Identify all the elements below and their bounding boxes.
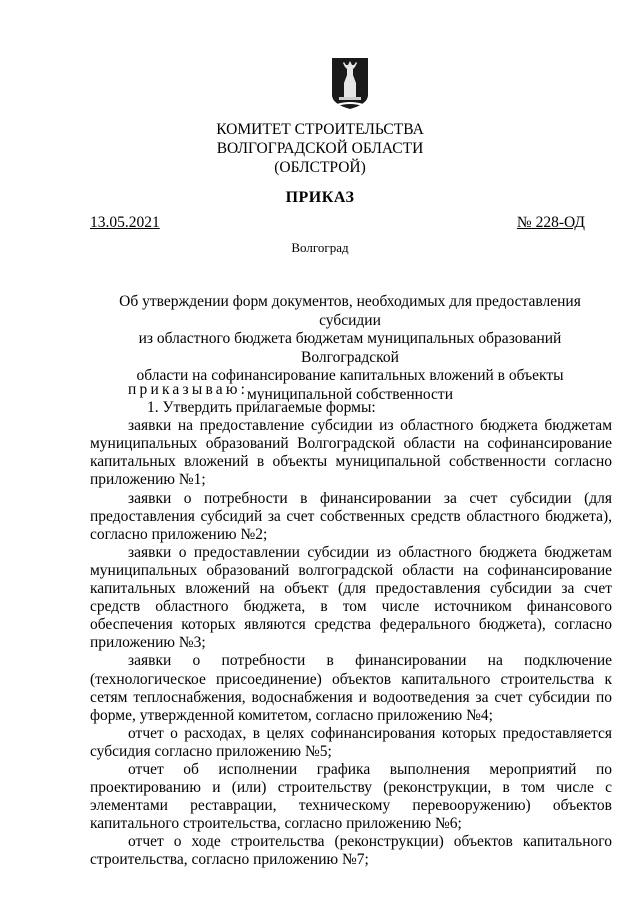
order-date: 13.05.2021: [90, 214, 160, 231]
subject-line-1: Об утверждении форм документов, необходимых для предоставления субсидии: [119, 293, 581, 329]
subject-line-3: области на софинансирование капитальных вложений в объекты: [136, 367, 564, 384]
order-number: № 228-ОД: [516, 214, 585, 231]
form-paragraph: заявки о предоставлении субсидии из областного бюджета бюджетам муниципальных образований волгоградской области на софинансирование капитальных вложений на объект (для предоставления субсидии за счет средств областного бюджета, в том числе источником финансового обеспечения которых являются средства федерального бюджета), согласно приложению №3;: [90, 543, 612, 652]
form-paragraph: отчет об исполнении графика выполнения мероприятий по проектированию и (или) строительству (реконструкции, в том числе с элементами реставрации, техническому перевооружению) объектов капитального строительства, согласно приложению №6;: [90, 760, 612, 833]
organization-name: [0, 120, 640, 177]
order-body: [90, 381, 612, 870]
decree-word: приказываю:: [128, 381, 249, 398]
form-paragraph: заявки на предоставление субсидии из областного бюджета бюджетам муниципальных образований Волгоградской области на софинансирование капитальных вложений в объекты муниципальной собственности согласно приложению №1;: [90, 417, 612, 489]
coat-of-arms-icon: [331, 57, 369, 110]
form-paragraph: заявки о потребности в финансировании за счет субсидии (для предоставления субсидий за счет собственных средств областного бюджета), согласно приложению №2;: [90, 489, 612, 543]
form-paragraph: заявки о потребности в финансировании на подключение (технологическое присоединение) объектов капитального строительства к сетям теплоснабжения, водоснабжения и водоотведения за счет субсидии по форме, утвержденной комитетом, согласно приложению №4;: [90, 652, 612, 724]
form-paragraph: отчет о ходе строительства (реконструкции) объектов капитального строительства, согласно приложению №7;: [90, 833, 612, 869]
org-line-3: (ОБЛСТРОЙ): [274, 159, 366, 176]
subject-line-4: муниципальной собственности: [246, 385, 454, 403]
order-city: Волгоград: [291, 240, 349, 255]
org-line-2: ВОЛГОГРАДСКОЙ ОБЛАСТИ: [216, 140, 424, 157]
subject-line-2: из областного бюджета бюджетам муниципальных образований Волгоградской: [138, 330, 562, 366]
form-paragraph: отчет о расходах, в целях софинансирования которых предоставляется субсидия согласно приложению №5;: [90, 724, 612, 760]
list-item-1: 1. Утвердить прилагаемые формы:: [147, 399, 376, 417]
org-line-1: КОМИТЕТ СТРОИТЕЛЬСТВА: [216, 121, 424, 138]
document-type-title: ПРИКАЗ: [285, 189, 355, 206]
